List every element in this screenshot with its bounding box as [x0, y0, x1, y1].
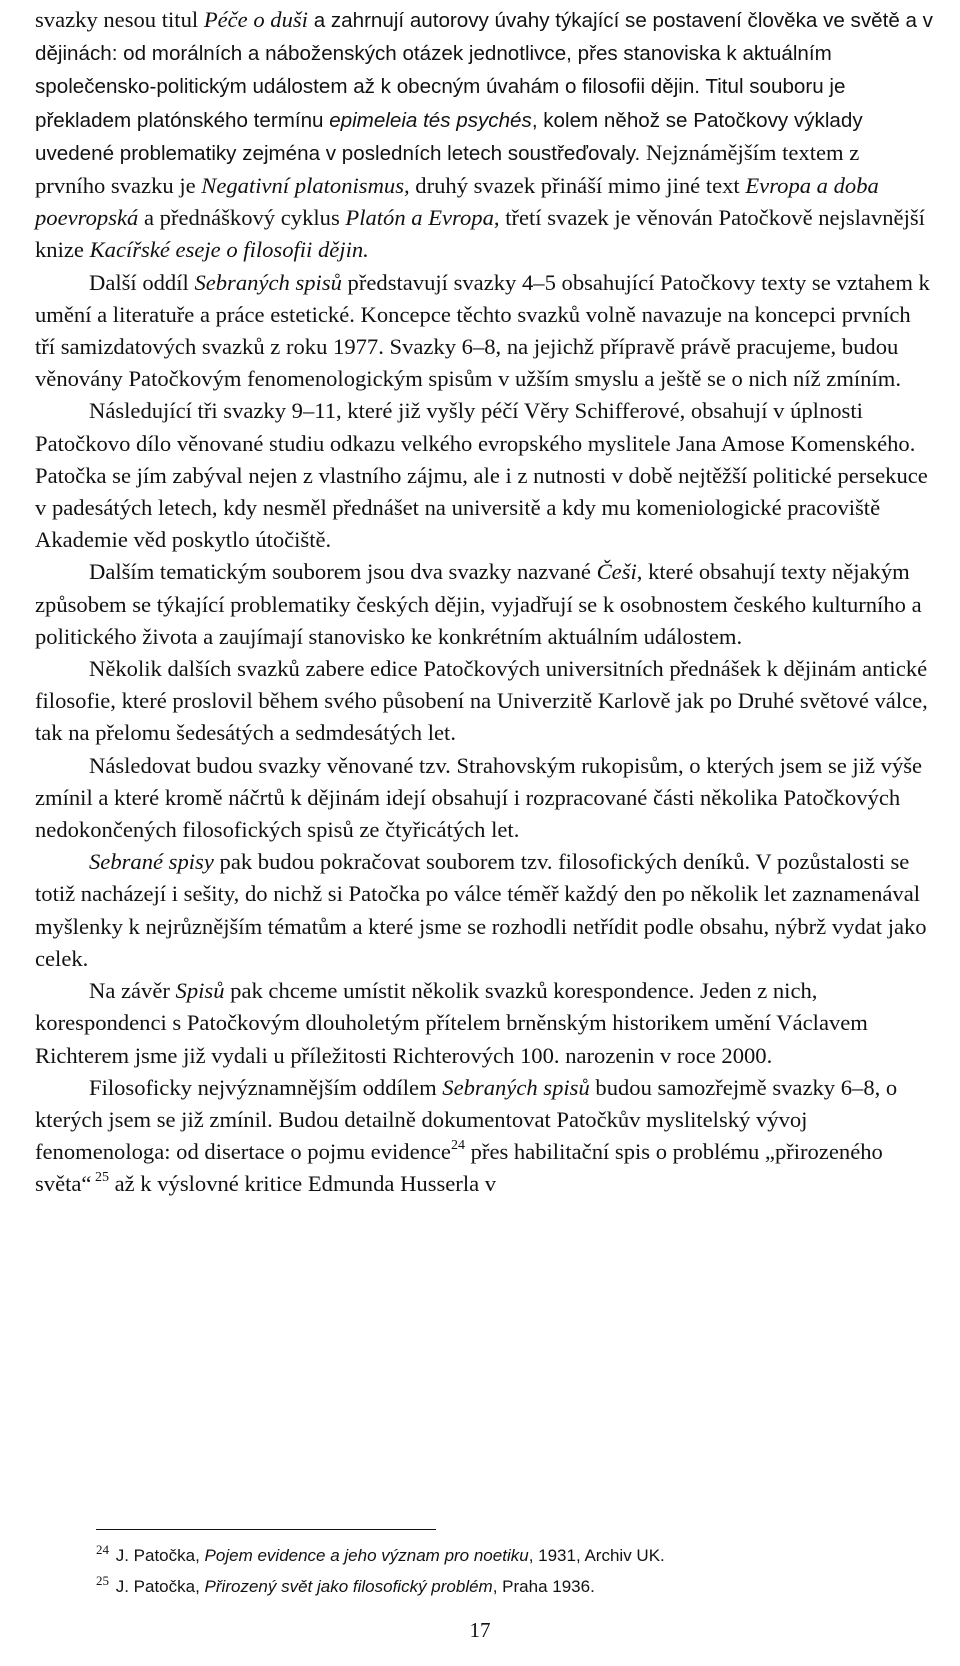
italic-text-run: Sebraných spisů	[194, 269, 342, 295]
italic-text-run: Negativní platonismus,	[201, 173, 410, 199]
footnote-mark: 24	[96, 1542, 109, 1557]
text-run: druhý svazek přináší mimo jiné text	[409, 173, 746, 199]
body-text	[35, 4, 935, 1201]
text-run: , 1931, Archiv UK.	[528, 1546, 665, 1565]
paragraph	[35, 750, 935, 847]
italic-text-run: Evropa a doba poevropská	[35, 173, 879, 231]
paragraph	[35, 975, 935, 1072]
footnotes	[96, 1540, 916, 1602]
footnote	[96, 1540, 916, 1571]
footnote-reference: 25	[91, 1169, 109, 1185]
italic-text-run: Pojem evidence a jeho význam pro noetiku	[204, 1546, 529, 1565]
paragraph	[35, 846, 935, 975]
footnote-separator	[96, 1529, 436, 1530]
text-run: budou samozřejmě svazky 6–8, o kterých jsem se již zmínil. Budou detailně dokumentovat Patočkův myslitelský vývoj fenomenologa: od disertace o pojmu evidence	[35, 1074, 898, 1165]
paragraph	[35, 1072, 935, 1201]
italic-text-run: Češi	[596, 559, 637, 585]
text-run: a přednáškový cyklus	[138, 205, 346, 231]
paragraph	[35, 556, 935, 653]
text-run: svazky nesou titul	[35, 7, 204, 32]
text-run: pak budou pokračovat souborem tzv. filosofických deníků. V pozůstalosti se totiž nacházejí i sešity, do nichž si Patočka po válce téměř každý den po několik let zaznamenával myšlenky k nejrůznějším tématům a které jsme se rozhodli netřídit podle obsahu, nýbrž vydat jako celek.	[35, 849, 927, 971]
italic-text-run: Péče o duši	[203, 7, 308, 32]
footnote-reference: 24	[450, 1137, 465, 1153]
text-run: J. Patočka,	[111, 1577, 205, 1596]
italic-text-run: Sebraných spisů	[442, 1074, 590, 1100]
text-run: přes habilitační spis o problému „přirozeného světa“	[35, 1139, 883, 1197]
italic-text-run: epimeleia tés psychés	[329, 108, 532, 132]
text-run: , Praha 1936.	[492, 1577, 595, 1596]
paragraph	[35, 395, 935, 556]
paragraph	[35, 4, 935, 267]
text-run: Na závěr	[89, 978, 176, 1004]
italic-text-run: Sebrané spisy	[89, 849, 214, 875]
text-run: Filosoficky nejvýznamnějším oddílem	[89, 1074, 443, 1100]
text-run: , které obsahují texty nějakým způsobem se týkající problematiky českých dějin, vyjadřují se k osobnostem českého kulturního a politického života a zaujímají stanovisko ke konkrétním aktuálním událostem.	[35, 559, 922, 649]
paragraph	[35, 267, 935, 396]
text-run: a zahrnují autorovy úvahy týkající se postavení člověka ve světě a v dějinách: od morálních a náboženských otázek jednotlivce, přes stanoviska k aktuálním společensko-politickým událostem až k obecným úvahám o filosofii dějin. Titul souboru je překladem platónského termínu	[35, 9, 933, 132]
text-run: pak chceme umístit několik svazků korespondence. Jeden z nich, korespondenci s Patočkovým dlouholetým přítelem brněnským historikem umění Václavem Richterem jsme již vydali u příležitosti Richterových 100. narozenin v roce 2000.	[35, 978, 868, 1068]
footnote	[96, 1571, 916, 1602]
text-run: Dalším tematickým souborem jsou dva svazky nazvané	[89, 559, 597, 585]
italic-text-run: Přirozený svět jako filosofický problém	[204, 1577, 493, 1596]
text-run: Několik dalších svazků zabere edice Patočkových universitních přednášek k dějinám antické filosofie, které proslovil během svého působení na Univerzitě Karlově jak po Druhé světové válce, tak na přelomu šedesátých a sedmdesátých let.	[35, 656, 928, 746]
paragraph	[35, 653, 935, 750]
italic-text-run: Platón a Evropa	[345, 205, 494, 231]
text-run: Následující tři svazky 9–11, které již vyšly péčí Věry Schifferové, obsahují v úplnosti Patočkovo dílo věnované studiu odkazu velkého evropského myslitele Jana Amose Komenského. Patočka se jím zabýval nejen z vlastního zájmu, ale i z nutnosti v době nejtěžší politické persekuce v padesátých letech, kdy nesměl přednášet na universitě a kdy mu komeniologické pracoviště Akademie věd poskytlo útočiště.	[35, 398, 928, 553]
footnote-mark: 25	[96, 1573, 109, 1588]
text-run: J. Patočka,	[111, 1546, 205, 1565]
text-run: až k výslovné kritice Edmunda Husserla v	[108, 1171, 497, 1197]
page-number: 17	[469, 1618, 491, 1642]
text-run: , třetí svazek je věnován Patočkově nejslavnější knize	[35, 205, 925, 263]
text-run: Další oddíl	[89, 269, 195, 295]
italic-text-run: Kacířské eseje o filosofii dějin.	[89, 237, 369, 263]
text-run: Následovat budou svazky věnované tzv. Strahovským rukopisům, o kterých jsem se již výše zmínil a které kromě náčrtů k dějinám idejí obsahují i rozpracované části několika Patočkových nedokončených filosofických spisů ze čtyřicátých let.	[35, 752, 923, 843]
text-run: , kolem něhož se Patočkovy výklady uvedené problematiky zejména v posledních letech soustřeďovaly.	[35, 108, 863, 165]
text-run: Nejznámějším textem z prvního svazku je	[35, 139, 860, 199]
text-run: představují svazky 4–5 obsahující Patočkovy texty se vztahem k umění a literatuře a práce estetické. Koncepce těchto svazků volně navazuje na koncepci prvních tří samizdatových svazků z roku 1977. Svazky 6–8, na jejichž přípravě právě pracujeme, budou věnovány Patočkovým fenomenologickým spisům v užším smyslu a ještě se o nich níž zmíním.	[35, 269, 930, 392]
italic-text-run: Spisů	[175, 978, 225, 1004]
